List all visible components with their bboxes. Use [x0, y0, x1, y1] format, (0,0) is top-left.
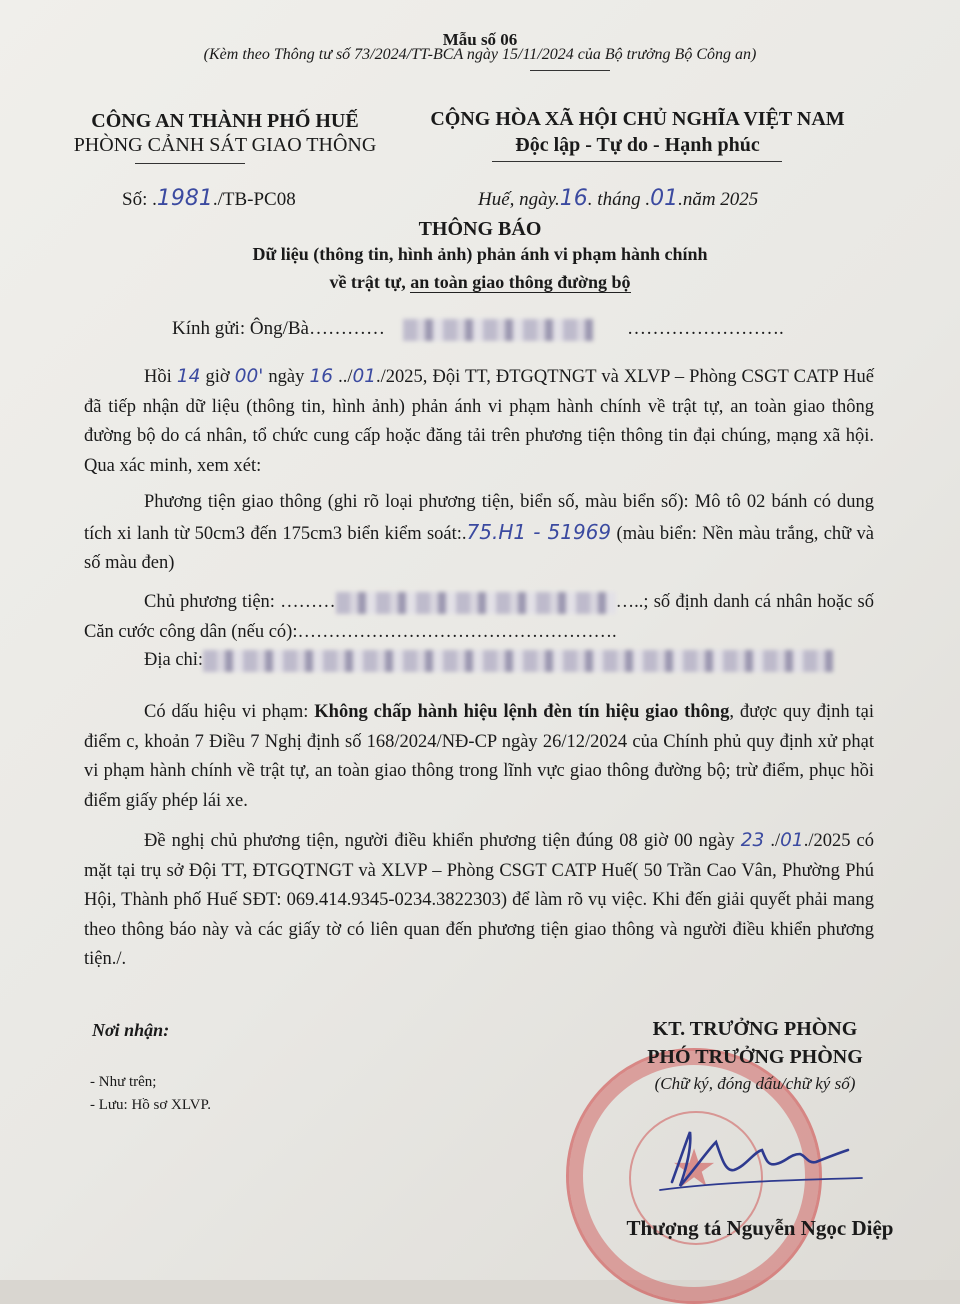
signature-note: (Chữ ký, đóng dấu/chữ ký số): [654, 1074, 856, 1093]
receipt-hour: 14: [176, 366, 201, 387]
document-number: Số: .1981./TB-PC08: [122, 186, 296, 211]
agency-name: PHÒNG CẢNH SÁT GIAO THÔNG: [73, 134, 377, 156]
summons-day: 23: [740, 830, 765, 851]
signature-title: KT. TRƯỞNG PHÒNG: [652, 1018, 858, 1040]
date-month: 01: [650, 186, 679, 211]
redacted-address: [203, 650, 833, 672]
document-subtitle: Dữ liệu (thông tin, hình ảnh) phản ánh vi phạm hành chính: [252, 244, 708, 264]
redacted-name: [403, 319, 593, 341]
paragraph-address: Địa chỉ:: [84, 646, 874, 676]
form-number: Mẫu số 06: [442, 30, 518, 49]
summons-month: 01: [780, 830, 804, 851]
violation-type: Không chấp hành hiệu lệnh đèn tín hiệu giao thông: [314, 702, 730, 722]
nation-name: CỘNG HÒA XÃ HỘI CHỦ NGHĨA VIỆT NAM: [430, 108, 845, 130]
document-title: THÔNG BÁO: [418, 218, 542, 240]
date-day: 16: [559, 186, 588, 211]
recipient-item: - Như trên;: [90, 1074, 157, 1090]
agency-underline: [135, 163, 245, 164]
plate-number: 75.H1 - 51969: [466, 519, 612, 544]
signer-name: Thượng tá Nguyễn Ngọc Diệp: [626, 1216, 894, 1240]
star-icon: ★: [670, 1139, 718, 1199]
receipt-day: 16: [309, 366, 333, 387]
form-reference: (Kèm theo Thông tư số 73/2024/TT-BCA ngày 15/11/2024 của Bộ trưởng Bộ Công an): [203, 46, 757, 63]
recipients-title: Nơi nhận:: [92, 1020, 170, 1040]
paragraph-receipt: Hồi 14 giờ 00' ngày 16 ../01./2025, Đội TT, ĐTGQTNGT và XLVP – Phòng CSGT CATP Huế đã tiếp nhận dữ liệu (thông tin, hình ảnh) phản ánh vi phạm hành chính về trật tự, an toàn giao thông đường bộ do cá nhân, tổ chức cung cấp hoặc đăng tải trên phương tiện thông tin đại chúng, mạng xã hội. Qua xác minh, xem xét:: [84, 366, 875, 476]
paragraph-owner: Chủ phương tiện: ……… …..; số định danh cá nhân hoặc số Căn cước công dân (nếu có):…………………………………………….: [84, 592, 874, 642]
form-ref-underline: [530, 70, 610, 71]
signature-role: PHÓ TRƯỞNG PHÒNG: [647, 1046, 863, 1068]
paragraph-violation: Có dấu hiệu vi phạm: Không chấp hành hiệu lệnh đèn tín hiệu giao thông, được quy định tại điểm c, khoản 7 Điều 7 Nghị định số 168/2024/NĐ-CP ngày 26/12/2024 của Chính phủ quy định xử phạt vi phạm hành chính về trật tự, an toàn giao thông trong lĩnh vực giao thông đường bộ; trừ điểm, phục hồi điểm giấy phép lái xe.: [84, 702, 874, 811]
redacted-owner: [336, 592, 616, 614]
receipt-month: 01: [352, 366, 377, 387]
paragraph-vehicle: Phương tiện giao thông (ghi rõ loại phương tiện, biển số, màu biển số): Mô tô 02 bánh có dung tích xi lanh từ 50cm3 đến 175cm3 biển kiểm soát:.75.H1 - 51969 (màu biển: Nền màu trắng, chữ và số màu đen): [84, 492, 875, 573]
document-number-value: 1981: [156, 186, 213, 211]
addressee-line: Kính gửi: Ông/Bà………… …………………….: [172, 318, 784, 339]
handwritten-signature: [650, 1120, 870, 1200]
document-subtitle-2: về trật tự, an toàn giao thông đường bộ: [329, 272, 631, 292]
document-date: Huế, ngày.16. tháng .01.năm 2025: [478, 186, 759, 211]
receipt-minute: 00': [234, 366, 264, 387]
paragraph-summons: Đề nghị chủ phương tiện, người điều khiển phương tiện đúng 08 giờ 00 ngày 23 ./01./2025 có mặt tại trụ sở Đội TT, ĐTGQTNGT và XLVP – Phòng CSGT CATP Huế( 50 Trần Cao Vân, Phường Phú Hội, Thành phố Huế SĐT: 069.414.9345-0234.3822303) để làm rõ vụ việc. Khi đến giải quyết phải mang theo thông báo này và các giấy tờ có liên quan đến phương tiện giao thông và người điều khiển phương tiện./.: [84, 830, 874, 969]
recipient-item: - Lưu: Hồ sơ XLVP.: [90, 1097, 211, 1113]
nation-motto: Độc lập - Tự do - Hạnh phúc: [515, 134, 760, 156]
motto-underline: [492, 161, 782, 162]
agency-parent: CÔNG AN THÀNH PHỐ HUẾ: [91, 110, 359, 132]
